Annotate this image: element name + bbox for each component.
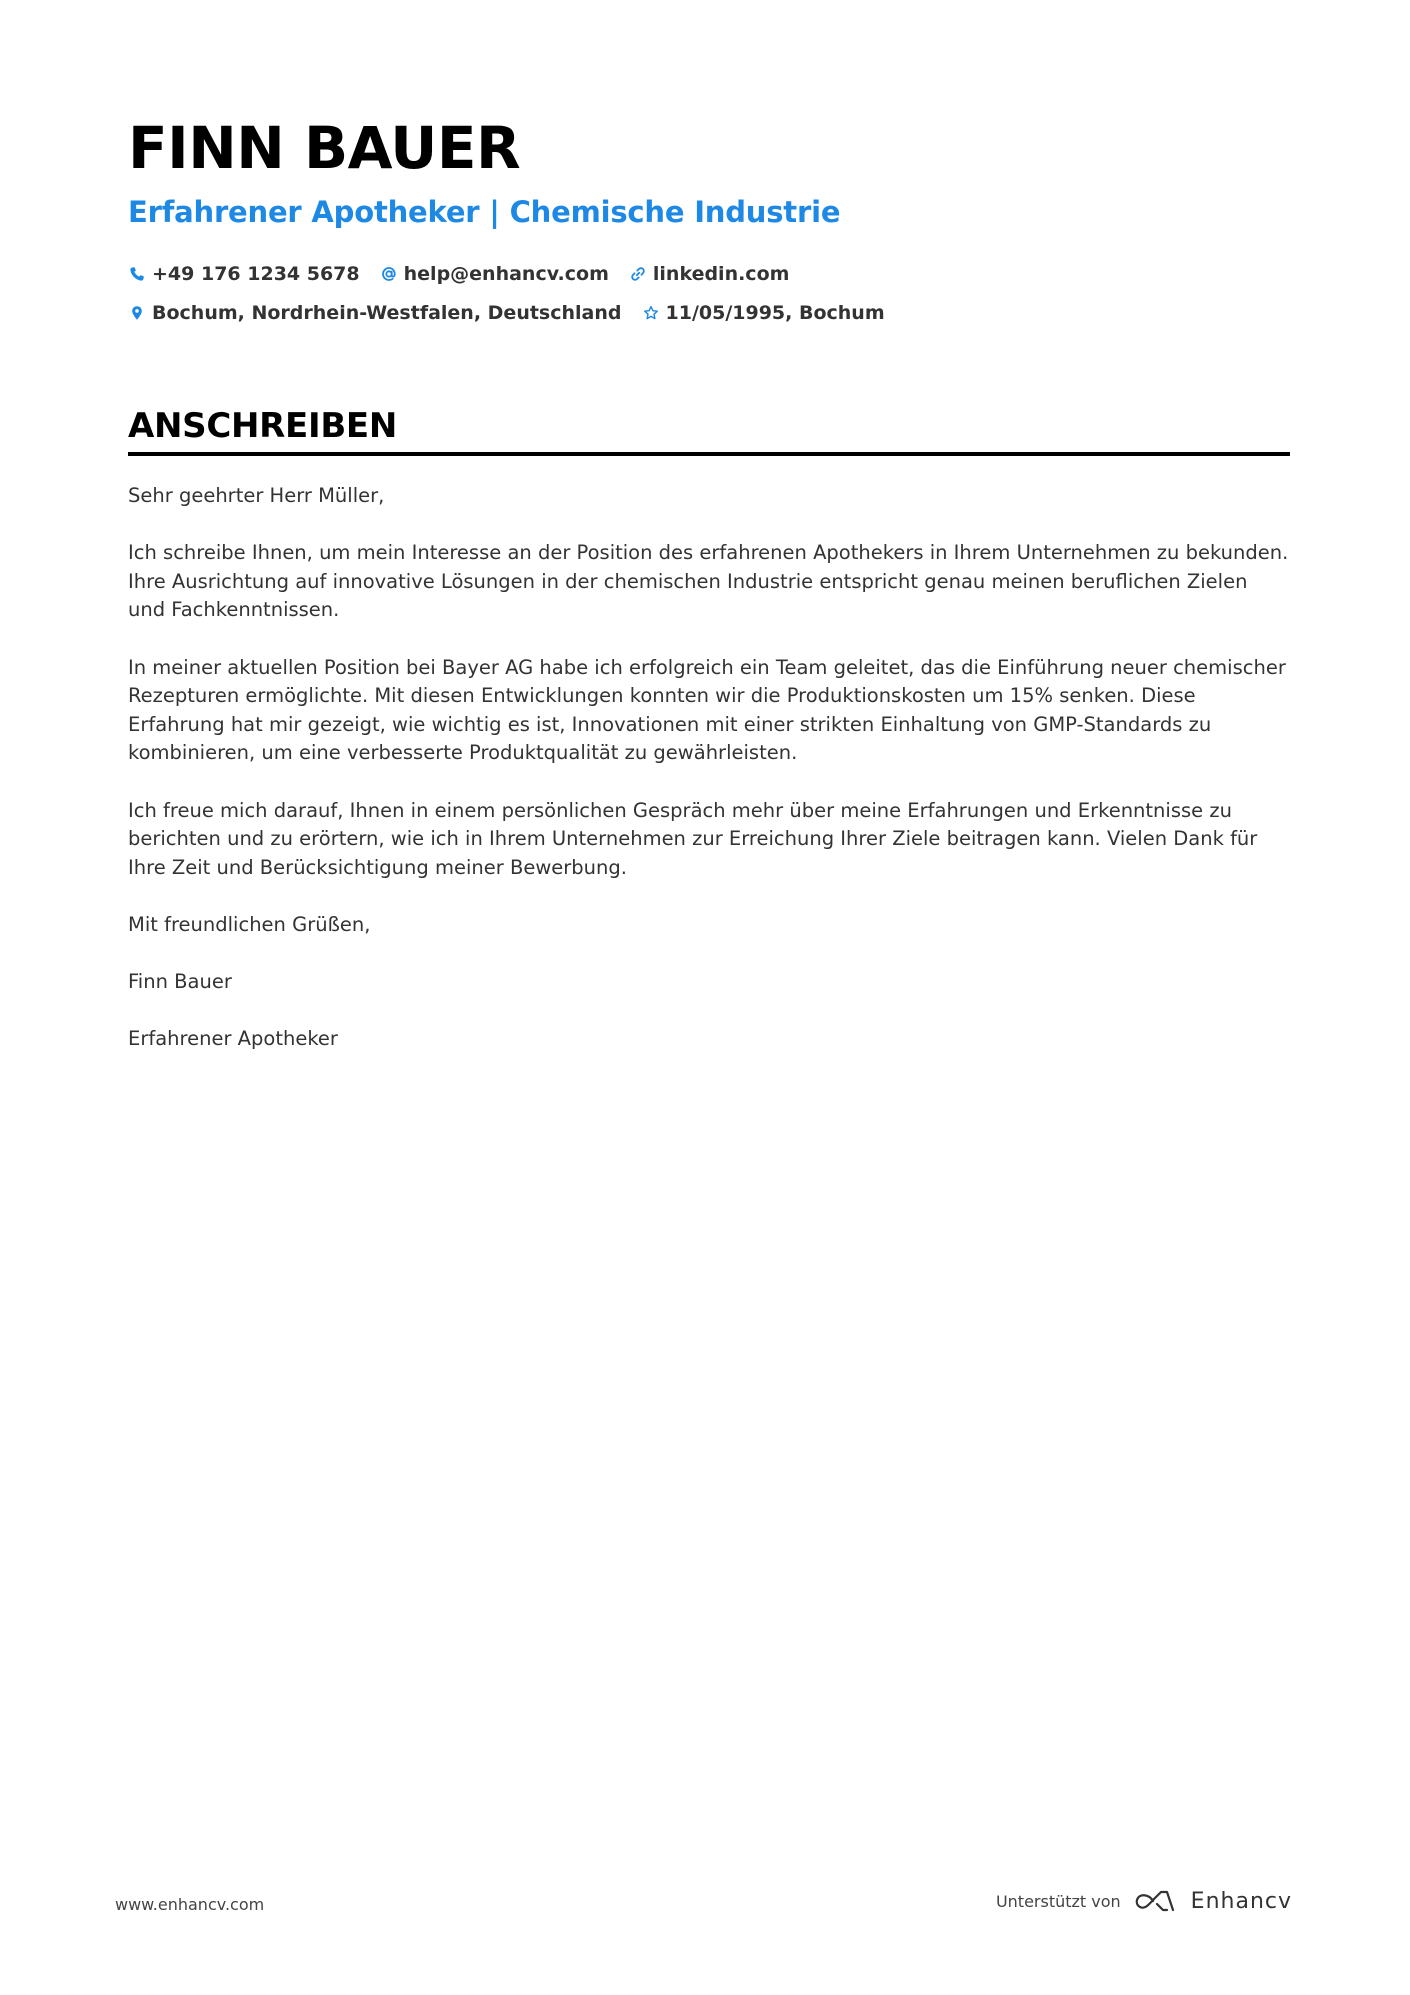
brand-name: Enhancv [1190, 1888, 1292, 1914]
header [128, 112, 1288, 332]
contact-phone [128, 254, 360, 293]
birth-date-place: 11/05/1995, Bochum [665, 301, 885, 324]
salutation: Sehr geehrter Herr Müller, [128, 484, 385, 507]
location-text: Bochum, Nordrhein-Westfalen, Deutschland [152, 301, 622, 324]
contact-list [128, 254, 1288, 332]
contact-location [128, 293, 622, 332]
linkedin-link: linkedin.com [652, 262, 790, 285]
contact-birth [642, 293, 885, 332]
section-title: ANSCHREIBEN [128, 406, 398, 446]
phone-number: +49 176 1234 5678 [152, 262, 360, 285]
contact-linkedin[interactable] [629, 254, 790, 293]
letter-paragraph: Ich freue mich darauf, Ihnen in einem persönlichen Gespräch mehr über meine Erfahrungen und Erkenntnisse zu berichten und zu erörtern, wie ich in Ihrem Unternehmen zur Erreichung Ihrer Ziele beitragen kann. Vielen Dank für Ihre Zeit und Berücksichtigung meiner Bewerbung. [128, 798, 1258, 879]
map-pin-icon [128, 304, 146, 322]
letter-paragraph: In meiner aktuellen Position bei Bayer AG habe ich erfolgreich ein Team geleitet, das die Einführung neuer chemischer Rezepturen ermöglichte. Mit diesen Entwicklungen konnten wir die Produktionskosten um 15% senken. Diese Erfahrung hat mir gezeigt, wie wichtig es ist, Innovationen mit einer strikten Einhaltung von GMP-Standards zu kombinieren, um eine verbesserte Produktqualität zu gewährleisten. [128, 655, 1286, 765]
signature-title: Erfahrener Apotheker [128, 1027, 338, 1051]
signature-name: Finn Bauer [128, 970, 232, 994]
applicant-name: FINN BAUER [128, 114, 521, 182]
email-address: help@enhancv.com [403, 262, 609, 285]
at-icon [380, 265, 398, 283]
letter-body [128, 482, 1290, 1054]
phone-icon [128, 265, 146, 283]
link-icon [629, 265, 647, 283]
footer-branding[interactable] [996, 1888, 1292, 1914]
star-icon [642, 304, 660, 322]
contact-email[interactable] [380, 254, 609, 293]
headline: Erfahrener Apotheker | Chemische Industrie [128, 195, 841, 229]
cover-letter-section [128, 404, 1290, 1082]
section-divider [128, 452, 1290, 456]
enhancv-logo-icon [1133, 1888, 1179, 1914]
letter-paragraph: Ich schreibe Ihnen, um mein Interesse an der Position des erfahrenen Apothekers in Ihrem Unternehmen zu bekunden. Ihre Ausrichtung auf innovative Lösungen in der chemischen Industrie entspricht genau meinen beruflichen Zielen und Fachkenntnissen. [128, 541, 1289, 622]
powered-by-label: Unterstützt von [995, 1891, 1121, 1911]
closing: Mit freundlichen Grüßen, [128, 912, 371, 936]
footer-website[interactable]: www.enhancv.com [115, 1895, 265, 1914]
